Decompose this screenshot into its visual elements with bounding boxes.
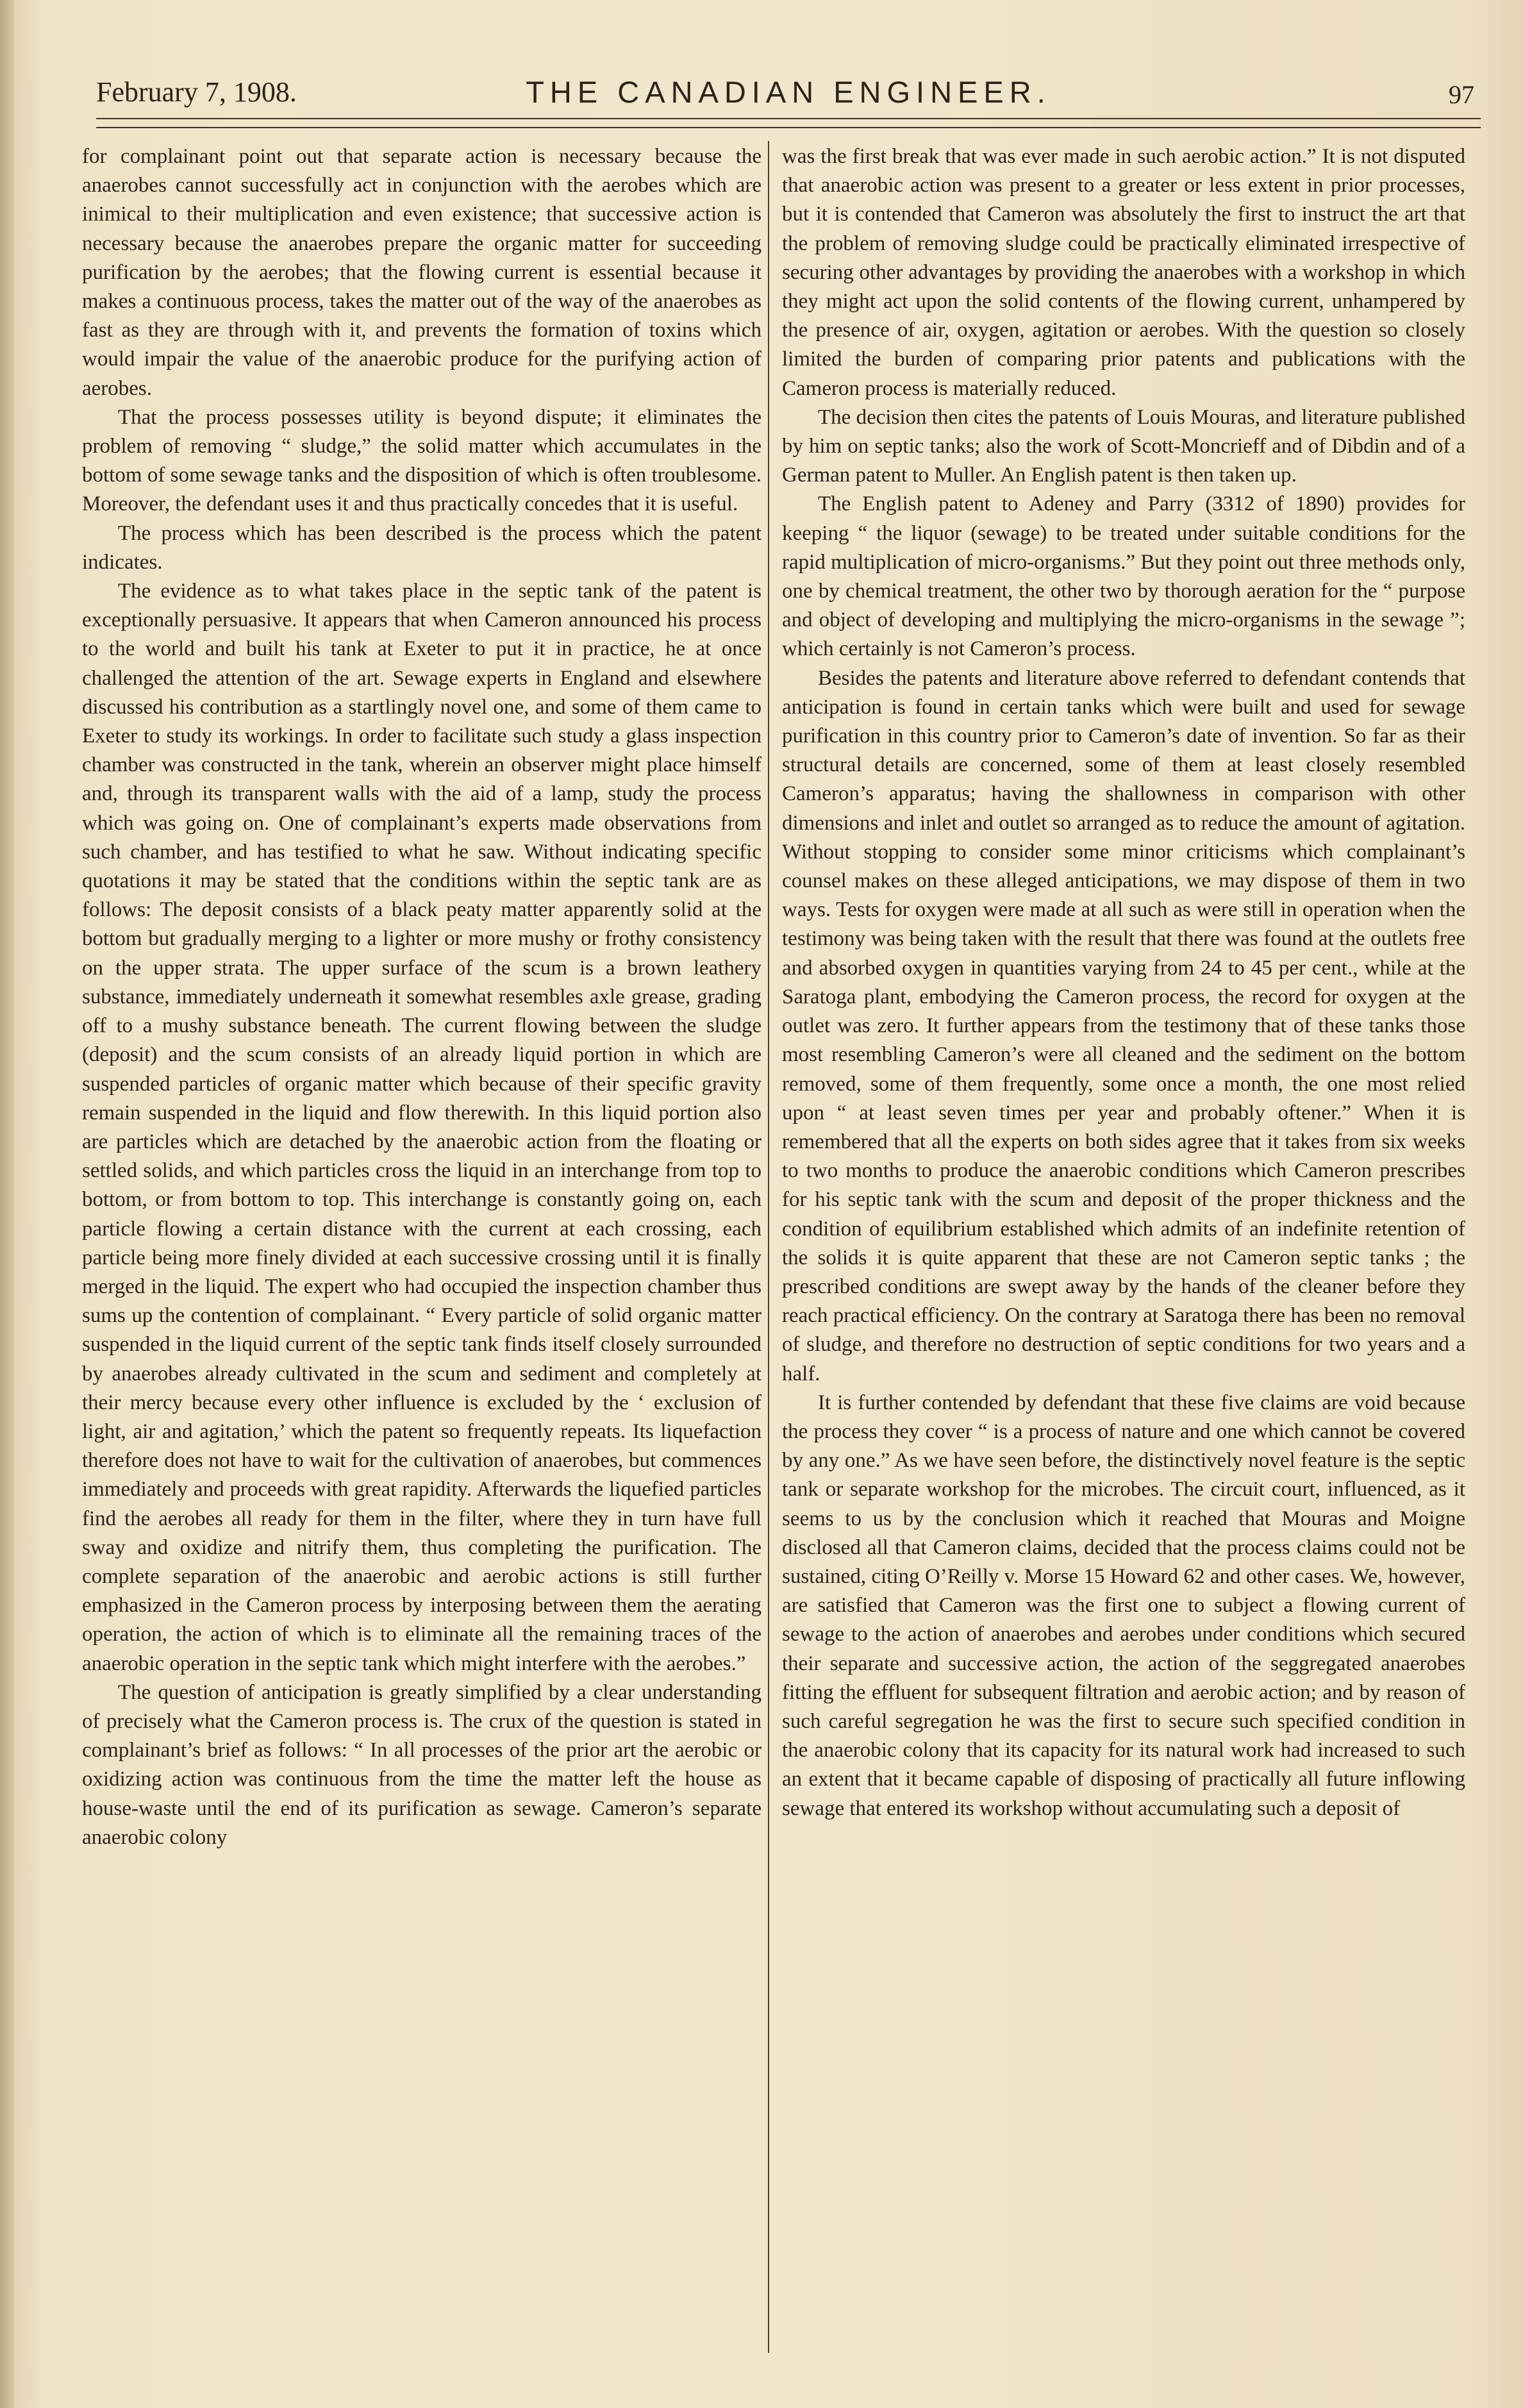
paragraph: It is further contended by defendant that these five claims are void because the process they cover “ is a process of nature and one which cannot be covered by any one.” As we have seen before, the distinctively novel feature is the septic tank or separate workshop for the microbes. The circuit court, influenced, as it seems to us by the conclusion which it reached that Mouras and Moigne disclosed all that Cameron claims, decided that the process claims could not be sustained, citing O’Reilly v. Morse 15 Howard 62 and other cases. We, however, are satisfied that Cameron was the first one to subject a flowing current of sewage to the action of anaerobes and aerobes under conditions which secured their separate and successive action, the action of the seggregated anaerobes fitting the effluent for subsequent filtration and aerobic action; and by reason of such careful segregation he was the first to secure such specified condition in the anaerobic colony that its capacity for its natural work had increased to such an extent that it became capable of disposing of practically all future inflowing sewage that entered its workshop without accumulating such a deposit of	[782, 1391, 1465, 1820]
left-column	[82, 142, 762, 1852]
header-rule-bottom	[96, 127, 1481, 128]
paragraph: for complainant point out that separate action is necessary because the anaerobes cannot successfully act in conjunction with the aerobes which are inimical to their multiplication and even existence; that successive action is necessary because the anaerobes prepare the organic matter for succeeding purification by the aerobes; that the flowing current is essential because it makes a continuous process, takes the matter out of the way of the anaerobes as fast as they are through with it, and prevents the formation of toxins which would impair the value of the anaerobic produce for the purifying action of aerobes.	[82, 145, 762, 400]
paragraph: The process which has been described is the process which the patent indicates.	[82, 521, 762, 574]
running-header	[96, 71, 1481, 115]
paragraph: The decision then cites the patents of Louis Mouras, and literature published by him on septic tanks; also the work of Scott-Moncrieff and of Dibdin and of a German patent to Muller. An English patent is then taken up.	[782, 405, 1465, 487]
right-column	[782, 142, 1465, 1823]
page-number: 97	[1449, 80, 1474, 109]
issue-date: February 7, 1908.	[96, 76, 297, 108]
paragraph: Besides the patents and literature above referred to defendant contends that anticipation is found in certain tanks which were built and used for sewage purification in this country prior to Cameron’s date of invention. So far as their structural details are concerned, some of them at least closely resembled Cameron’s apparatus; having the shallowness in comparison with other dimensions and inlet and outlet so arranged as to reduce the amount of agitation. Without stopping to consider some minor criticisms which complainant’s counsel makes on these alleged anticipations, we may dispose of them in two ways. Tests for oxygen were made at all such as were still in operation when the testimony was being taken with the result that there was found at the outlets free and absorbed oxygen in quantities varying from 24 to 45 per cent., while at the Saratoga plant, embodying the Cameron process, the record for oxygen at the outlet was zero. It further appears from the testimony that of these tanks those most resembling Cameron’s were all cleaned and the sediment on the bottom removed, some of them frequently, some once a month, the one most relied upon “ at least seven times per year and probably oftener.” When it is remembered that all the experts on both sides agree that it takes from six weeks to two months to produce the anaerobic conditions which Cameron prescribes for his septic tank with the scum and deposit of the proper thickness and the condition of equilibrium established which admits of an indefinite retention of the solids it is quite apparent that these are not Cameron septic tanks ; the prescribed conditions are swept away by the hands of the cleaner before they reach practical efficiency. On the contrary at Saratoga there has been no removal of sludge, and therefore no destruction of septic conditions for two years and a half.	[782, 666, 1465, 1385]
paragraph: The question of anticipation is greatly simplified by a clear understanding of precisely what the Cameron process is. The crux of the question is stated in complainant’s brief as follows: “ In all processes of the prior art the aerobic or oxidizing action was continuous from the time the matter left the house as house-waste until the end of its purification as sewage. Cameron’s separate anaerobic colony	[82, 1680, 762, 1849]
header-rule-top	[96, 118, 1481, 119]
paragraph: was the first break that was ever made in such aerobic action.” It is not disputed that anaerobic action was present to a greater or less extent in prior processes, but it is contended that Cameron was absolutely the first to instruct the art that the problem of removing sludge could be practically eliminated irrespective of securing other advantages by providing the anaerobes with a workshop in which they might act upon the solid contents of the flowing current, unhampered by the presence of air, oxygen, agitation or aerobes. With the question so closely limited the burden of comparing prior patents and publications with the Cameron process is materially reduced.	[782, 145, 1465, 400]
column-divider	[768, 141, 769, 2353]
paragraph: That the process possesses utility is beyond dispute; it eliminates the problem of removing “ sludge,” the solid matter which accumulates in the bottom of some sewage tanks and the disposition of which is often troublesome. Moreover, the defendant uses it and thus practically concedes that it is useful.	[82, 405, 762, 516]
journal-title: THE CANADIAN ENGINEER.	[526, 75, 1051, 109]
binding-edge	[0, 0, 14, 2408]
paragraph: The English patent to Adeney and Parry (3312 of 1890) provides for keeping “ the liquor (sewage) to be treated under suitable conditions for the rapid multiplication of micro-organisms.” But they point out three methods only, one by chemical treatment, the other two by thorough aeration for the “ purpose and object of developing and multiplying the micro-organisms in the sewage ”; which certainly is not Cameron’s process.	[782, 492, 1465, 661]
paragraph: The evidence as to what takes place in the septic tank of the patent is exceptionally persuasive. It appears that when Cameron announced his process to the world and built his tank at Exeter to put it in practice, he at once challenged the attention of the art. Sewage experts in England and elsewhere discussed his contribution as a startlingly novel one, and some of them came to Exeter to study its workings. In order to facilitate such study a glass inspection chamber was constructed in the tank, wherein an observer might place himself and, through its transparent walls with the aid of a lamp, study the process which was going on. One of complainant’s experts made observations from such chamber, and has testified to what he saw. Without indicating specific quotations it may be stated that the conditions within the septic tank are as follows: The deposit consists of a black peaty matter apparently solid at the bottom but gradually merging to a lighter or more mushy or frothy consistency on the upper strata. The upper surface of the scum is a brown leathery substance, immediately underneath it somewhat resembles axle grease, grading off to a mushy substance beneath. The current flowing between the sludge (deposit) and the scum consists of an already liquid portion in which are suspended particles of organic matter which because of their specific gravity remain suspended in the liquid and flow therewith. In this liquid portion also are particles which are detached by the anaerobic action from the floating or settled solids, and which particles cross the liquid in an interchange from top to bottom, or from bottom to top. This interchange is constantly going on, each particle flowing a certain distance with the current at each crossing, each particle being more finely divided at each successive crossing until it is finally merged in the liquid. The expert who had occupied the inspection chamber thus sums up the contention of complainant. “ Every particle of solid organic matter suspended in the liquid current of the septic tank finds itself closely surrounded by anaerobes already cultivated in the scum and sediment and completely at their mercy because every other influence is excluded by the ‘ exclusion of light, air and agitation,’ which the patent so frequently repeats. Its liquefaction therefore does not have to wait for the cultivation of anaerobes, but commences immediately and proceeds with great rapidity. Afterwards the liquefied particles find the aerobes all ready for them in the filter, where they in turn have full sway and oxidize and nitrify them, thus completing the purification. The complete separation of the anaerobic and aerobic actions is still further emphasized in the Cameron process by interposing between them the aerating operation, the action of which is to eliminate all the remaining traces of the anaerobic operation in the septic tank which might interfere with the aerobes.”	[82, 580, 762, 1675]
